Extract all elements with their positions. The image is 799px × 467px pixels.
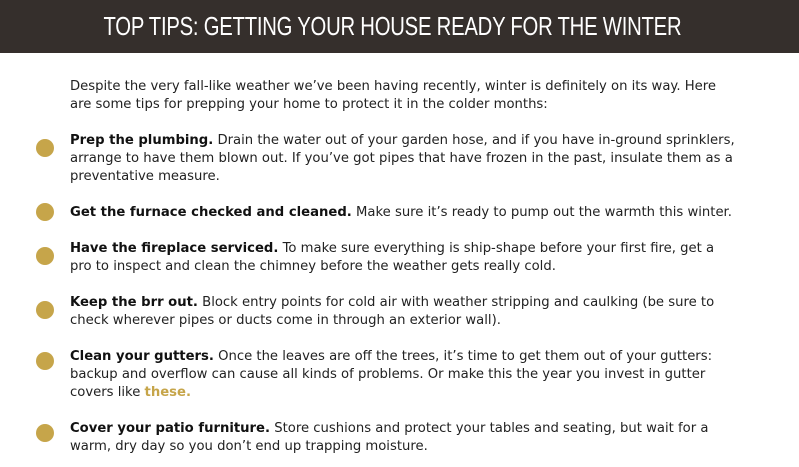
tip-body: To make sure everything is ship-shape before your first fire, get a pro to inspect and clean the chimney before the weather gets really cold.: [70, 241, 715, 274]
tip-text: [70, 240, 738, 276]
tip-body: Store cushions and protect your tables and seating, but wait for a warm, dry day so you don’t end up trapping moisture.: [70, 421, 709, 454]
header-banner: [0, 0, 799, 53]
tip-title: Have the fireplace serviced.: [70, 241, 279, 256]
gutter-covers-link[interactable]: these.: [144, 385, 191, 400]
tip-text: [70, 294, 738, 330]
tip-text: [70, 204, 738, 222]
bullet-dot-icon: [36, 301, 54, 319]
bullet-dot-icon: [36, 247, 54, 265]
tip-text: [70, 348, 738, 402]
page-title: TOP TIPS: GETTING YOUR HOUSE READY FOR THE WINTER: [103, 11, 682, 41]
tip-title: Prep the plumbing.: [70, 133, 214, 148]
bullet-dot-icon: [36, 352, 54, 370]
intro-paragraph: Despite the very fall-like weather we’ve been having recently, winter is definitely on its way. Here are some tips for prepping your home to protect it in the colder months:: [70, 79, 716, 112]
tip-body: Drain the water out of your garden hose, and if you have in-ground sprinklers, arrange to have them blown out. If you’ve got pipes that have frozen in the past, insulate them as a preventative measure.: [70, 133, 735, 184]
tip-body: Make sure it’s ready to pump out the warmth this winter.: [356, 205, 732, 220]
tip-title: Clean your gutters.: [70, 349, 214, 364]
bullet-dot-icon: [36, 139, 54, 157]
tip-text: [70, 420, 738, 456]
tip-title: Cover your patio furniture.: [70, 421, 271, 436]
tip-title: Get the furnace checked and cleaned.: [70, 205, 352, 220]
tip-title: Keep the brr out.: [70, 295, 198, 310]
tip-body: Once the leaves are off the trees, it’s time to get them out of your gutters: backup and overflow can cause all kinds of problems. Or make this the year you invest in gutter covers like: [70, 349, 713, 400]
tip-body: Block entry points for cold air with weather stripping and caulking (be sure to check wherever pipes or ducts come in through an exterior wall).: [70, 295, 715, 328]
bullet-dot-icon: [36, 203, 54, 221]
bullet-dot-icon: [36, 424, 54, 442]
tip-text: [70, 132, 738, 186]
